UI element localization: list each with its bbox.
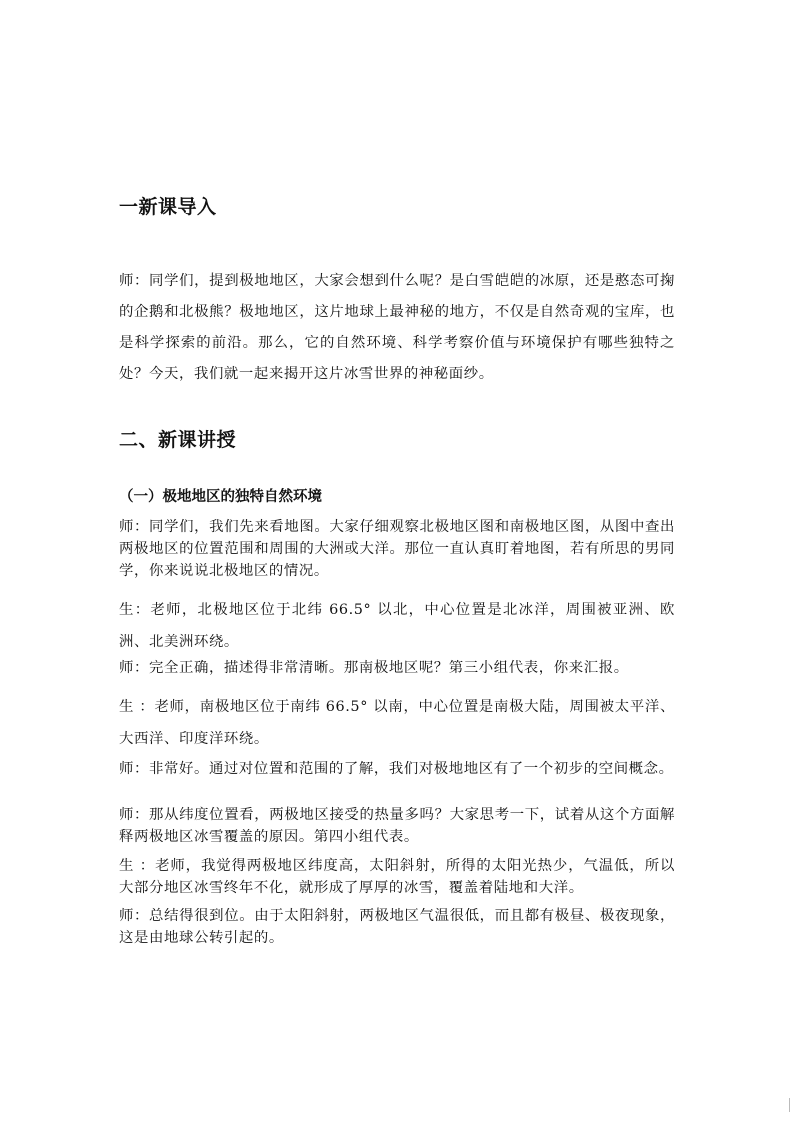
dialogue-paragraph: 生：老师，北极地区位于北纬 66.5° 以北，中心位置是北冰洋，周围被亚洲、欧洲、北美洲环绕。 [119,602,675,650]
subsection-title: （一）极地地区的独特自然环境 [119,489,322,505]
dialogue-paragraph: 师：完全正确，描述得非常清晰。那南极地区呢？第三小组代表，你来汇报。 [119,660,629,676]
dialogue-paragraph: 师：同学们，我们先来看地图。大家仔细观察北极地区图和南极地区图，从图中查出两极地区的位置范围和周围的大洲或大洋。那位一直认真盯着地图，若有所思的男同学，你来说说北极地区的情况。 [119,519,675,579]
dialogue-paragraph: 生 ：老师，我觉得两极地区纬度高，太阳斜射，所得的太阳光热少，气温低，所以大部分地区冰雪终年不化，就形成了厚厚的冰雪，覆盖着陆地和大洋。 [119,858,675,896]
dialogue-paragraph: 生 ：老师，南极地区位于南纬 66.5° 以南，中心位置是南极大陆，周围被太平洋、大西洋、印度洋环绕。 [119,699,675,747]
dialogue-paragraph: 师：非常好。通过对位置和范围的了解，我们对极地地区有了一个初步的空间概念。 [119,761,674,777]
section-title-teaching: 二、新课讲授 [119,429,237,451]
intro-paragraph: 师：同学们，提到极地地区，大家会想到什么呢？是白雪皑皑的冰原，还是憨态可掬的企鹅和北极熊？极地地区，这片地球上最神秘的地方，不仅是自然奇观的宝库，也是科学探索的前沿。那么，它的自然环境、科学考察价值与环境保护有哪些独特之处？今天，我们就一起来揭开这片冰雪世界的神秘面纱。 [119,273,675,382]
section-title-intro: 一新课导入 [119,196,217,218]
dialogue-paragraph: 师：那从纬度位置看，两极地区接受的热量多吗？大家思考一下，试着从这个方面解释两极地区冰雪覆盖的原因。第四小组代表。 [119,807,675,845]
page-edge-mark [789,1098,790,1112]
dialogue-paragraph: 师：总结得很到位。由于太阳斜射，两极地区气温很低，而且都有极昼、极夜现象，这是由地球公转引起的。 [119,908,675,946]
